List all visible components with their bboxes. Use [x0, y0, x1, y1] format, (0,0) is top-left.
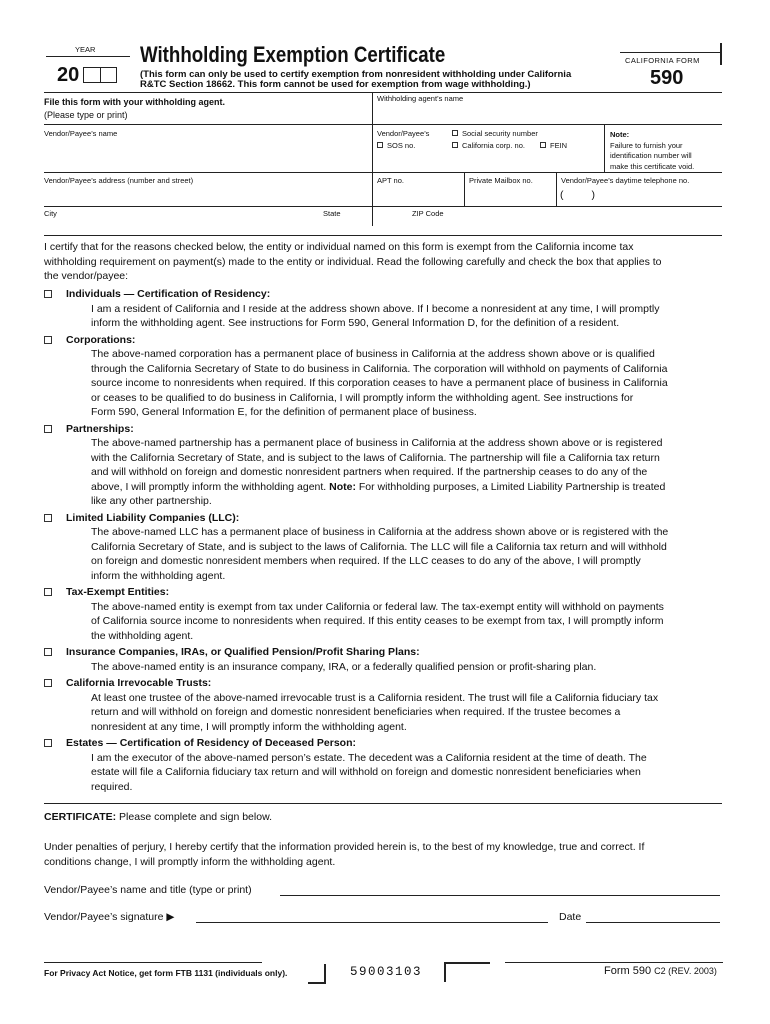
california-form-label: CALIFORNIA FORM: [625, 56, 700, 65]
apt-input[interactable]: [377, 187, 461, 205]
partnerships-checkbox[interactable]: [44, 425, 52, 433]
address-label: Vendor/Payee’s address (number and street): [44, 176, 194, 185]
name-title-label: Vendor/Payee’s name and title (type or print): [44, 884, 252, 896]
address-input[interactable]: [44, 187, 369, 205]
filing-instruction: File this form with your withholding agent.: [44, 97, 225, 107]
name-title-line[interactable]: [280, 895, 720, 896]
barcode-number: 59003103: [350, 965, 423, 979]
zip-input[interactable]: [412, 219, 552, 231]
ssn-option[interactable]: Social security number: [452, 129, 538, 138]
mailbox-label: Private Mailbox no.: [469, 176, 533, 185]
trusts-checkbox[interactable]: [44, 679, 52, 687]
vendor-id-label: Vendor/Payee’s: [377, 129, 430, 138]
city-input[interactable]: [44, 219, 314, 231]
year-prefix: 20: [57, 64, 80, 86]
certificate-heading: CERTIFICATE: Please complete and sign below.: [44, 811, 272, 823]
corp-option[interactable]: California corp. no.: [452, 141, 525, 150]
form-subtitle: (This form can only be used to certify exemption from nonresident withholding under California R&TC Section 18662. This form cannot be used for exemption from wage withholding.): [140, 69, 572, 90]
fein-checkbox[interactable]: [540, 142, 546, 148]
llc-checkbox[interactable]: [44, 514, 52, 522]
section-insurance: Insurance Companies, IRAs, or Qualified Pension/Profit Sharing Plans: The above-named entity is an insurance company, IRA, or a federally qualified pension or profit-sharing plan.: [44, 645, 724, 674]
date-label: Date: [559, 911, 582, 923]
corporations-checkbox[interactable]: [44, 336, 52, 344]
signature-label: Vendor/Payee’s signature ▶: [44, 911, 175, 923]
corp-checkbox[interactable]: [452, 142, 458, 148]
section-corporations: Corporations: The above-named corporation has a permanent place of business in California at the address shown above or is qualified through the California Secretary of State to do business in California. The corporation will withhold on payments of California source income to nonresidents when required. If this corporation ceases to have a permanent place of business in California or ceases to be qualified to do business in California, I will promptly inform the withholding agent. See instructions for Form 590, General Information E, for the definition of permanent place of business.: [44, 333, 724, 420]
exemption-sections: [44, 287, 724, 794]
year-label: YEAR: [75, 45, 96, 54]
individuals-checkbox[interactable]: [44, 290, 52, 298]
city-label: City: [44, 209, 57, 218]
form-id-footer: Form 590 C2 (REV. 2003): [604, 965, 717, 977]
phone-label: Vendor/Payee’s daytime telephone no.: [561, 176, 690, 185]
section-llc: Limited Liability Companies (LLC): The above-named LLC has a permanent place of business in California at the address shown above or is registered with the California Secretary of State, and is subject to the laws of California. The LLC will file a California tax return and will withhold on foreign and domestic nonresident members when required. If the LLC ceases to do any of the above, I will promptly inform the withholding agent.: [44, 511, 724, 584]
mailbox-input[interactable]: [469, 187, 553, 205]
state-input[interactable]: [323, 219, 403, 231]
form-number: 590: [650, 67, 684, 89]
ssn-checkbox[interactable]: [452, 130, 458, 136]
estates-checkbox[interactable]: [44, 739, 52, 747]
tax-exempt-checkbox[interactable]: [44, 588, 52, 596]
section-trusts: California Irrevocable Trusts: At least one trustee of the above-named irrevocable trust is a California resident. The trust will file a California fiduciary tax return and will withhold on foreign and domestic nonresident beneficiaries when required. If the trustee becomes a nonresident at any time, I will promptly inform the withholding agent.: [44, 676, 724, 734]
section-tax-exempt: Tax-Exempt Entities: The above-named entity is exempt from tax under California or federal law. The tax-exempt entity will withhold on payments of California source income to nonresidents when required. If this entity ceases to be exempt from tax, I will promptly inform the withholding agent.: [44, 585, 724, 643]
state-label: State: [323, 209, 341, 218]
vendor-name-input[interactable]: [44, 140, 369, 168]
vendor-id-input[interactable]: [377, 152, 602, 170]
signature-line[interactable]: [196, 922, 548, 923]
id-note: Note: Failure to furnish your identification number will make this certificate void.: [610, 130, 695, 171]
form-title: Withholding Exemption Certificate: [140, 42, 446, 67]
perjury-statement: Under penalties of perjury, I hereby certify that the information provided herein is, to the best of my knowledge, true and correct. If conditions change, I will promptly inform the withholding agent.: [44, 841, 645, 868]
zip-label: ZIP Code: [412, 209, 444, 218]
vendor-name-label: Vendor/Payee’s name: [44, 129, 118, 138]
section-individuals: Individuals — Certification of Residency: I am a resident of California and I reside at the address shown above. If I become a nonresident at any time, I will promptly inform the withholding agent. See instructions for Form 590, General Information D, for the definition of a resident.: [44, 287, 724, 331]
sos-checkbox[interactable]: [377, 142, 383, 148]
agent-name-input[interactable]: [377, 104, 717, 122]
section-estates: Estates — Certification of Residency of Deceased Person: I am the executor of the above-named person’s estate. The decedent was a California resident at the time of death. The estate will file a California fiduciary tax return and will withhold on foreign and domestic nonresident beneficiaries when required.: [44, 736, 724, 794]
sos-option[interactable]: SOS no.: [377, 141, 415, 150]
agent-name-label: Withholding agent’s name: [377, 94, 464, 103]
section-partnerships: Partnerships: The above-named partnership has a permanent place of business in California at the address shown above or is registered with the California Secretary of State, and is subject to the laws of California. The partnership will file a California tax return and will withhold on foreign and domestic nonresident partners when required. If the partnership ceases to do any of the above, I will promptly inform the withholding agent. Note: For withholding purposes, a Limited Liability Partnership is treated like any other partnership.: [44, 422, 724, 509]
filing-instruction-sub: (Please type or print): [44, 110, 128, 120]
certification-intro: I certify that for the reasons checked below, the entity or individual named on this form is exempt from the California income tax withholding requirement on payment(s) made to the entity or individual. Read the following carefully and check the box that applies to the vendor/payee:: [44, 241, 662, 282]
insurance-checkbox[interactable]: [44, 648, 52, 656]
privacy-notice: For Privacy Act Notice, get form FTB 1131 (individuals only).: [44, 968, 288, 978]
phone-input[interactable]: ( ): [560, 189, 595, 201]
fein-option[interactable]: FEIN: [540, 141, 567, 150]
date-line[interactable]: [586, 922, 720, 923]
apt-label: APT no.: [377, 176, 404, 185]
